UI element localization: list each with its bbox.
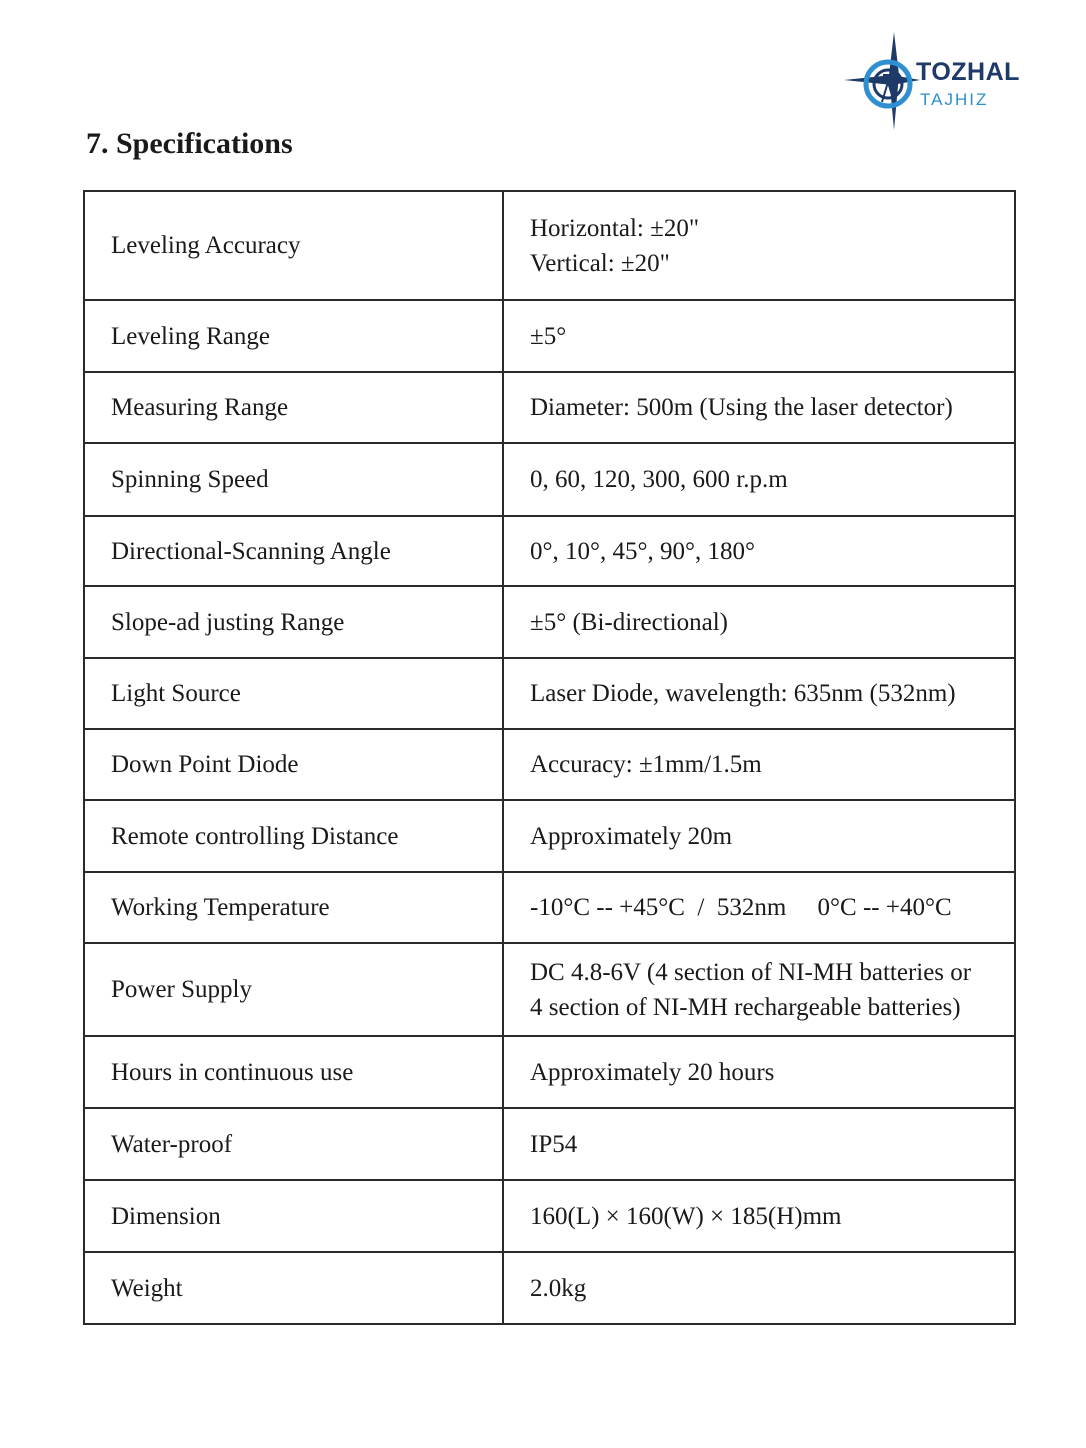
spec-value-line: Horizontal: ±20": [530, 214, 700, 242]
spec-value: [503, 586, 1015, 658]
spec-value-line: IP54: [530, 1130, 578, 1158]
spec-value: [503, 1108, 1015, 1180]
spec-value-line: 160(L) × 160(W) × 185(H)mm: [530, 1202, 842, 1230]
spec-label: Working Temperature: [84, 872, 503, 943]
spec-label: Measuring Range: [84, 372, 503, 443]
table-row: [84, 1252, 1015, 1324]
table-row: [84, 872, 1015, 943]
spec-label: Water-proof: [84, 1108, 503, 1180]
table-row: [84, 443, 1015, 516]
spec-label: Dimension: [84, 1180, 503, 1252]
spec-value: [503, 658, 1015, 729]
spec-value: [503, 1036, 1015, 1108]
spec-label: Leveling Range: [84, 300, 503, 372]
table-row: [84, 586, 1015, 658]
spec-value-line: ±5°: [530, 322, 567, 350]
spec-value-line: 0°, 10°, 45°, 90°, 180°: [530, 537, 755, 565]
spec-value: [503, 943, 1015, 1036]
spec-value-line: Diameter: 500m (Using the laser detector): [530, 394, 953, 421]
spec-label: Directional-Scanning Angle: [84, 516, 503, 586]
spec-label: Remote controlling Distance: [84, 800, 503, 872]
table-row: [84, 1108, 1015, 1180]
table-row: [84, 658, 1015, 729]
spec-label: Down Point Diode: [84, 729, 503, 800]
spec-value-line: DC 4.8-6V (4 section of NI-MH batteries or: [530, 958, 972, 986]
spec-value-line: Accuracy: ±1mm/1.5m: [530, 751, 762, 778]
spec-value-line: 2.0kg: [530, 1274, 587, 1302]
logo-subtitle: TAJHIZ: [920, 90, 989, 109]
table-row: [84, 516, 1015, 586]
spec-value-line: Vertical: ±20": [530, 249, 670, 277]
spec-value: [503, 443, 1015, 516]
spec-value: [503, 516, 1015, 586]
spec-value: [503, 372, 1015, 443]
spec-label: Power Supply: [84, 943, 503, 1036]
spec-value-line: 4 section of NI-MH rechargeable batteries): [530, 993, 961, 1021]
table-row: [84, 191, 1015, 300]
table-row: [84, 800, 1015, 872]
spec-label: Light Source: [84, 658, 503, 729]
spec-value: [503, 729, 1015, 800]
spec-value: [503, 800, 1015, 872]
logo-name: TOZHAL: [916, 58, 1020, 86]
section-title: 7. Specifications: [86, 127, 293, 160]
spec-label: Hours in continuous use: [84, 1036, 503, 1108]
table-row: [84, 943, 1015, 1036]
spec-value-line: Laser Diode, wavelength: 635nm (532nm): [530, 680, 956, 707]
spec-value: [503, 872, 1015, 943]
spec-value-line: Approximately 20 hours: [530, 1058, 775, 1086]
spec-value: [503, 191, 1015, 300]
spec-value: [503, 300, 1015, 372]
table-row: [84, 300, 1015, 372]
compass-star-icon: [842, 30, 922, 130]
spec-value-line: -10°C -- +45°C / 532nm 0°C -- +40°C: [530, 894, 952, 921]
spec-label: Slope-ad justing Range: [84, 586, 503, 658]
table-row: [84, 372, 1015, 443]
spec-value: [503, 1252, 1015, 1324]
spec-label: Spinning Speed: [84, 443, 503, 516]
spec-value-line: Approximately 20m: [530, 822, 733, 850]
spec-value-line: ±5° (Bi-directional): [530, 608, 728, 636]
specifications-table: [83, 190, 1016, 1325]
spec-value-line: 0, 60, 120, 300, 600 r.p.m: [530, 466, 788, 493]
company-logo: [842, 30, 1042, 130]
table-row: [84, 1036, 1015, 1108]
spec-label: Weight: [84, 1252, 503, 1324]
table-row: [84, 1180, 1015, 1252]
spec-value: [503, 1180, 1015, 1252]
spec-label: Leveling Accuracy: [84, 191, 503, 300]
table-row: [84, 729, 1015, 800]
